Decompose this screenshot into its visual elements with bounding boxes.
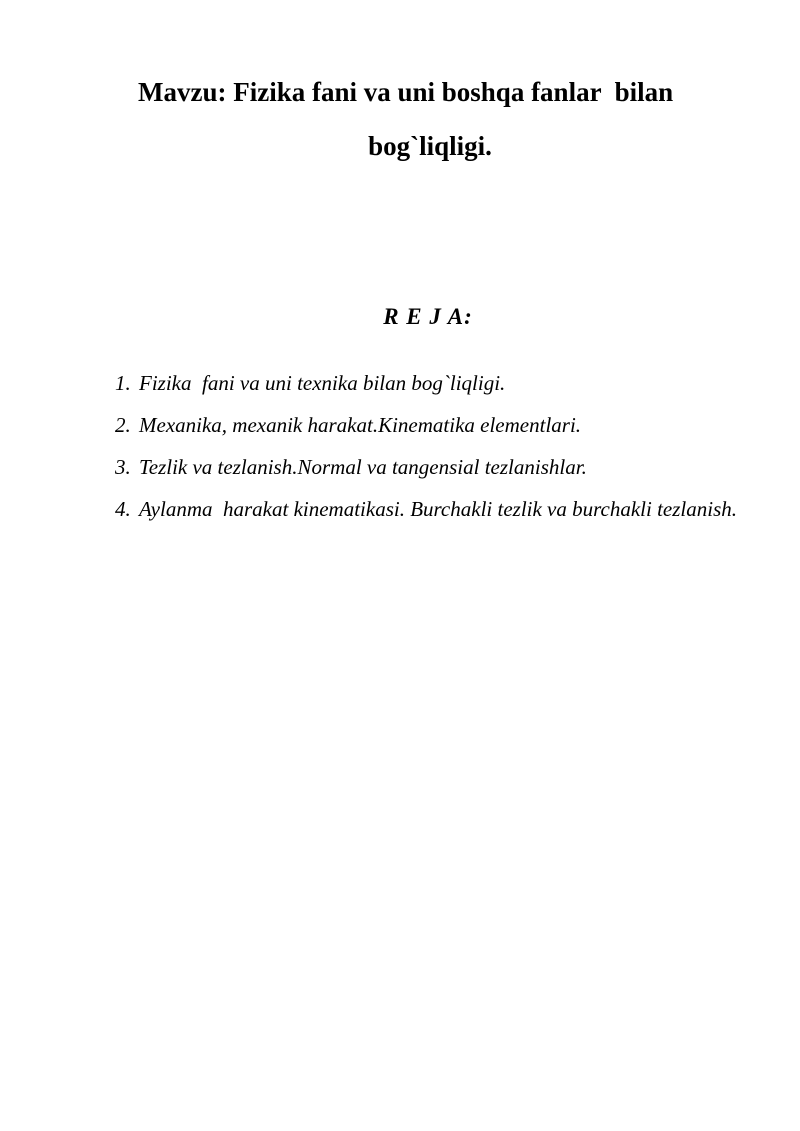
plan-item (115, 362, 755, 404)
document-title-line-2: bog`liqligi. (368, 131, 492, 161)
plan-item-number: 4. (115, 497, 131, 521)
plan-item-text: Fizika fani va uni texnika bilan bog`liqligi. (139, 371, 506, 395)
plan-item-number: 1. (115, 371, 131, 395)
document-title-line-1: Mavzu: Fizika fani va uni boshqa fanlar bilan (138, 77, 674, 107)
plan-item (115, 446, 755, 488)
plan-item (115, 404, 755, 446)
plan-item-text: Mexanika, mexanik harakat.Kinematika elementlari. (139, 413, 582, 437)
plan-item-text: Tezlik va tezlanish.Normal va tangensial tezlanishlar. (139, 455, 587, 479)
plan-heading: R E J A: (383, 304, 473, 329)
plan-item-number: 2. (115, 413, 131, 437)
plan-item-text: Aylanma harakat kinematikasi. Burchakli tezlik va burchakli tezlanish. (139, 497, 737, 521)
plan-item-number: 3. (115, 455, 131, 479)
plan-item (115, 488, 755, 530)
plan-list (115, 362, 755, 530)
